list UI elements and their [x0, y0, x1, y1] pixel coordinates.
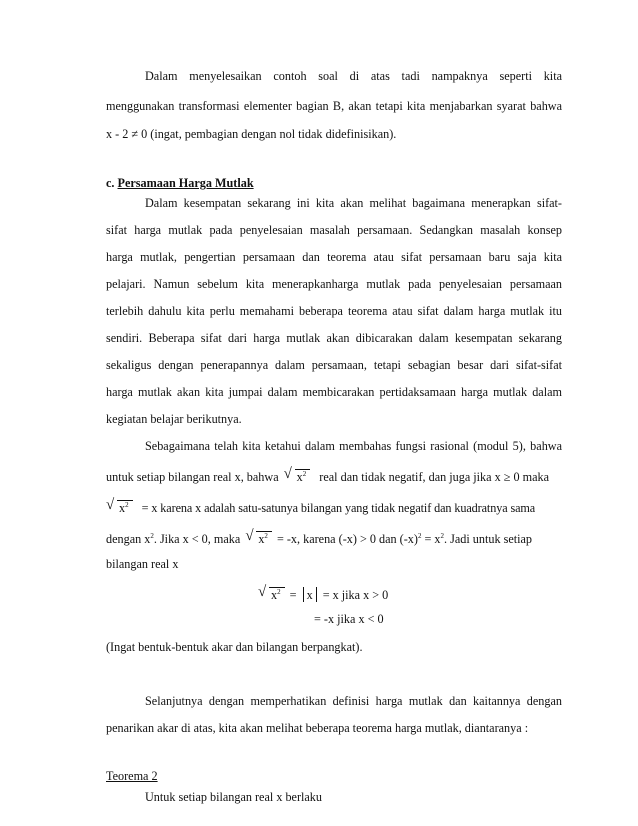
paragraph-2-line-3: harga mutlak, pengertian persamaan dan teorema atau sifat persamaan baru saja kita	[106, 250, 562, 264]
sqrt-x-squared	[106, 497, 133, 515]
paragraph-3-line-5: bilangan real x	[106, 557, 179, 571]
exponent: 2	[302, 470, 307, 478]
absolute-value-formula-line-1	[258, 584, 478, 603]
radicand: x	[271, 588, 278, 602]
theorem-title: Teorema 2	[106, 769, 158, 783]
paragraph-2-line-8: harga mutlak akan kita jumpai dalam membicarakan pertidaksamaan harga mutlak dalam	[106, 385, 562, 399]
sqrt-icon: √	[283, 466, 292, 482]
absolute-value-formula-line-2: = -x jika x < 0	[314, 612, 384, 626]
text-segment: = x karena x adalah satu-satunya bilangan yang tidak negatif dan kuadratnya sama	[141, 501, 536, 515]
section-prefix: c.	[106, 176, 115, 190]
sqrt-x-squared	[245, 528, 272, 546]
section-heading	[106, 176, 562, 191]
abs-bar-right	[316, 587, 317, 602]
exponent: 2	[150, 532, 154, 540]
paragraph-2-line-1: Dalam kesempatan sekarang ini kita akan melihat bagaimana menerapkan sifat-	[145, 196, 562, 210]
equals-sign: =	[322, 588, 330, 602]
radicand: x	[296, 470, 303, 484]
text-segment: = -x, karena (-x) > 0 dan (-x)	[276, 532, 418, 546]
note: (Ingat bentuk-bentuk akar dan bilangan berpangkat).	[106, 640, 363, 654]
text-segment: = x	[424, 532, 441, 546]
text-segment: . Jika x < 0, maka	[153, 532, 241, 546]
text-segment: dengan x	[106, 532, 151, 546]
paragraph-4-line-1: Selanjutnya dengan memperhatikan definisi harga mutlak dan kaitannya dengan	[145, 694, 562, 708]
sqrt-icon: √	[106, 497, 115, 513]
sqrt-x-squared	[283, 466, 311, 484]
sqrt-icon: √	[245, 528, 254, 544]
paragraph-1-line-1: Dalam menyelesaikan contoh soal di atas tadi nampaknya seperti kita	[145, 69, 562, 83]
case-positive: x jika x > 0	[332, 588, 389, 602]
paragraph-1-line-3: x - 2 ≠ 0 (ingat, pembagian dengan nol tidak didefinisikan).	[106, 127, 397, 141]
paragraph-3-line-1: Sebagaimana telah kita ketahui dalam membahas fungsi rasional (modul 5), bahwa	[145, 439, 562, 453]
exponent: 2	[125, 501, 129, 509]
paragraph-1-line-2: menggunakan transformasi elementer bagian B, akan tetapi kita menjabarkan syarat bahwa	[106, 99, 562, 113]
sqrt-x-squared	[258, 584, 285, 602]
abs-bar-left	[303, 587, 304, 602]
paragraph-2-line-5: terlebih dahulu kita perlu memahami beberapa teorema atau sifat dalam harga mutlak itu	[106, 304, 562, 318]
paragraph-4-line-2: penarikan akar di atas, kita akan melihat beberapa teorema harga mutlak, diantaranya :	[106, 721, 529, 735]
abs-argument: x	[306, 588, 313, 602]
sqrt-icon: √	[258, 584, 267, 600]
exponent: 2	[277, 588, 281, 596]
radicand: x	[258, 532, 265, 546]
paragraph-3-line-2	[106, 466, 562, 485]
text-segment: real dan tidak negatif, dan juga jika x ≥ 0 maka	[319, 470, 550, 484]
text-segment: . Jadi untuk setiap	[444, 532, 533, 546]
equals-sign: =	[289, 588, 297, 602]
paragraph-3-line-3	[106, 497, 562, 516]
paragraph-3-line-4	[106, 528, 562, 547]
exponent: 2	[417, 532, 422, 540]
radicand: x	[119, 501, 126, 515]
paragraph-2-line-9: kegiatan belajar berikutnya.	[106, 412, 242, 426]
theorem-text: Untuk setiap bilangan real x berlaku	[145, 790, 322, 804]
paragraph-2-line-7: sekaligus dengan penerapannya dalam persamaan, tetapi sebagian besar dari sifat-sifat	[106, 358, 562, 372]
paragraph-2-line-2: sifat harga mutlak pada penyelesaian masalah persamaan. Sedangkan masalah konsep	[106, 223, 562, 237]
text-segment: untuk setiap bilangan real x, bahwa	[106, 470, 279, 484]
exponent: 2	[440, 532, 444, 540]
exponent: 2	[264, 532, 268, 540]
paragraph-2-line-4: pelajari. Namun sebelum kita menerapkanharga mutlak pada penyelesaian persamaan	[106, 277, 562, 291]
paragraph-2-line-6: sendiri. Beberapa sifat dari harga mutlak akan dibicarakan dalam kesempatan sekarang	[106, 331, 562, 345]
section-title: Persamaan Harga Mutlak	[117, 176, 254, 190]
